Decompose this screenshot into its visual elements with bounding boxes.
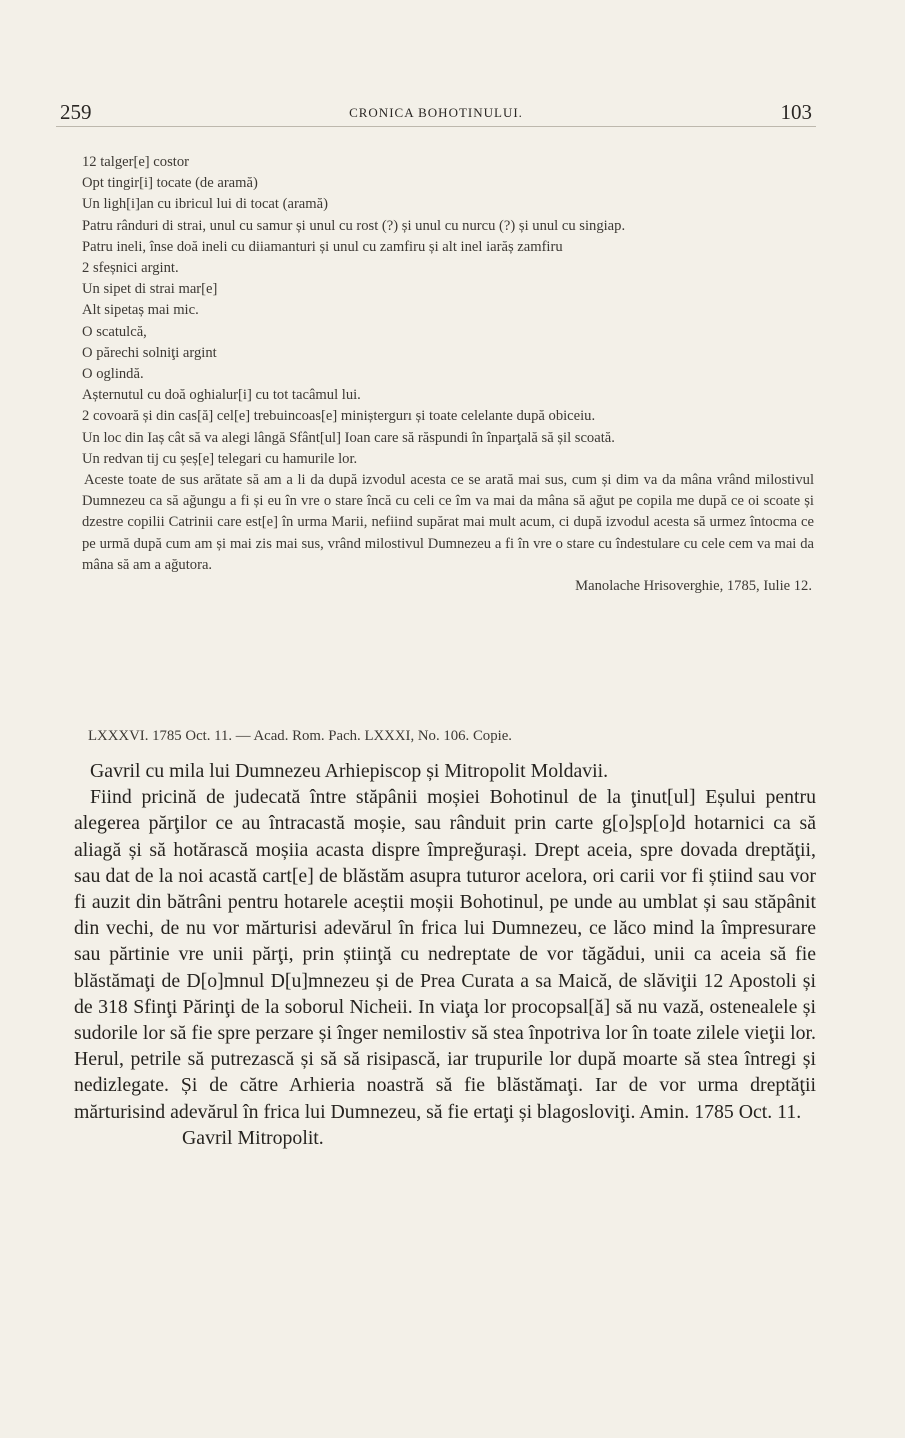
document-body: Fiind pricină de judecată între stăpânii moșiei Bohotinul de la ţinut[ul] Eșului pentru alegerea părţilor ce au întracastă moșie, sau rânduit prin carte g[o]sp[o]d hotarnici ca să aliagă și să hotărască moșiia acasta dispre împreğurași. Drept aceia, spre dovada dreptăţii, sau dat de la noi acastă cart[e] de blăstăm asupra tuturor acelora, ori carii vor fi știind sau vor fi auzit din bătrâni pentru hotarele aceștii moșii Bohotinul, pe unde au umblat și sau stăpânit din vechi, de nu vor mărturisi adevărul în frica lui Dumnezeu, ce lăco mind la împresurare sau părtinie vre unii părţi, prin știinţă cu nedreptate de vor tăgădui, unii ca aceia să fie blăstămaţi de D[o]mnul D[u]mnezeu și de Prea Curata a sa Maică, de slăviţii 12 Apostoli și de 318 Sfinţi Părinţi de la soborul Nicheii. In viaţa lor procopsal[ă] să nu vază, ostenealele și sudorile lor să fie spre perzare și înger nemilostiv să stea înpotriva lor în toate zilele vieţii lor. Herul, petrile să putrezască și să să risipască, iar trupurile lor după moarte să stea întregi și nedizlegate. Și de către Arhieria noastră să fie blăstămaţi. Iar de vor urma dreptăţii mărturisind adevărul în frica lui Dumnezeu, să fie ertaţi și blagosloviţi. Amin. 1785 Oct. 11.	[74, 786, 816, 1123]
inventory-item: Alt sipetaș mai mic.	[82, 302, 199, 319]
running-header	[56, 96, 816, 127]
inventory-item: Un loc din Iaș cât să va alegi lângă Sfânt[ul] Ioan care să răspundi în înparţală să șil scoată.	[82, 429, 615, 446]
salutation: Gavril cu mila lui Dumnezeu Arhiepiscop și Mitropolit Moldavii.	[90, 760, 609, 782]
page-number-right: 103	[780, 100, 812, 124]
inventory-item: O părechi solniţi argint	[82, 344, 217, 361]
document-text	[74, 758, 816, 1151]
inventory-closing-paragraph: Aceste toate de sus arătate să am a li da după izvodul acesta ce se arată mai sus, cum și dim va da mâna vrând milostivul Dumnezeu ca să ağungu a fi și eu în vre o stare încă cu celi ce îm va mai da mâna să ağut pe copila me după ce oi scoate și dzestre copilii Catrinii care est[e] în urma Marii, nefiind supărat mai mult acum, ci după izvodul acesta să urmez întocma ce pe urmă după cum am și mai zis mai sus, vrând milostivul Dumnezeu a fi în vre o stare cu îndestulare cu cele cem va mai da mâna să am a ağutora.	[82, 472, 814, 573]
page-number-left: 259	[60, 100, 92, 124]
inventory-item: Un sipet di strai mar[e]	[82, 281, 218, 298]
inventory-item: Un redvan tij cu șeș[e] telegari cu hamurile lor.	[82, 450, 358, 467]
inventory-item: Un ligh[i]an cu ibricul lui di tocat (aramă)	[82, 196, 328, 213]
inventory-item: O oglindă.	[82, 366, 144, 383]
running-title: CRONICA BOHOTINULUI.	[349, 105, 523, 120]
closing-signature: Gavril Mitropolit.	[182, 1126, 324, 1149]
signature: Manolache Hrisoverghie, 1785, Iulie 12.	[575, 578, 812, 595]
inventory-item: Așternutul cu doă oghialur[i] cu tot tacâmul lui.	[82, 387, 361, 404]
inventory-item: 2 covoară și din cas[ă] cel[e] trebuincoas[e] miniștergurı și toate celelante după obiceiu.	[82, 408, 596, 425]
inventory-item: 2 sfeșnici argint.	[82, 260, 179, 277]
inventory-item: 12 talger[e] costor	[82, 154, 189, 170]
document-header: LXXXVI. 1785 Oct. 11. — Acad. Rom. Pach. LXXXI, No. 106. Copie.	[88, 728, 512, 744]
inventory-item: Patru rânduri di strai, unul cu samur și unul cu rost (?) și unul cu nurcu (?) și unul cu singiap.	[82, 217, 626, 234]
inventory-item: O scatulcă,	[82, 323, 147, 340]
inventory-item: Patru ineli, înse doă ineli cu diiamanturi și unul cu zamfiru și alt inel iarăș zamfiru	[82, 238, 563, 255]
inventory-item: Opt tingir[i] tocate (de aramă)	[82, 175, 258, 192]
inventory-list	[82, 152, 814, 597]
